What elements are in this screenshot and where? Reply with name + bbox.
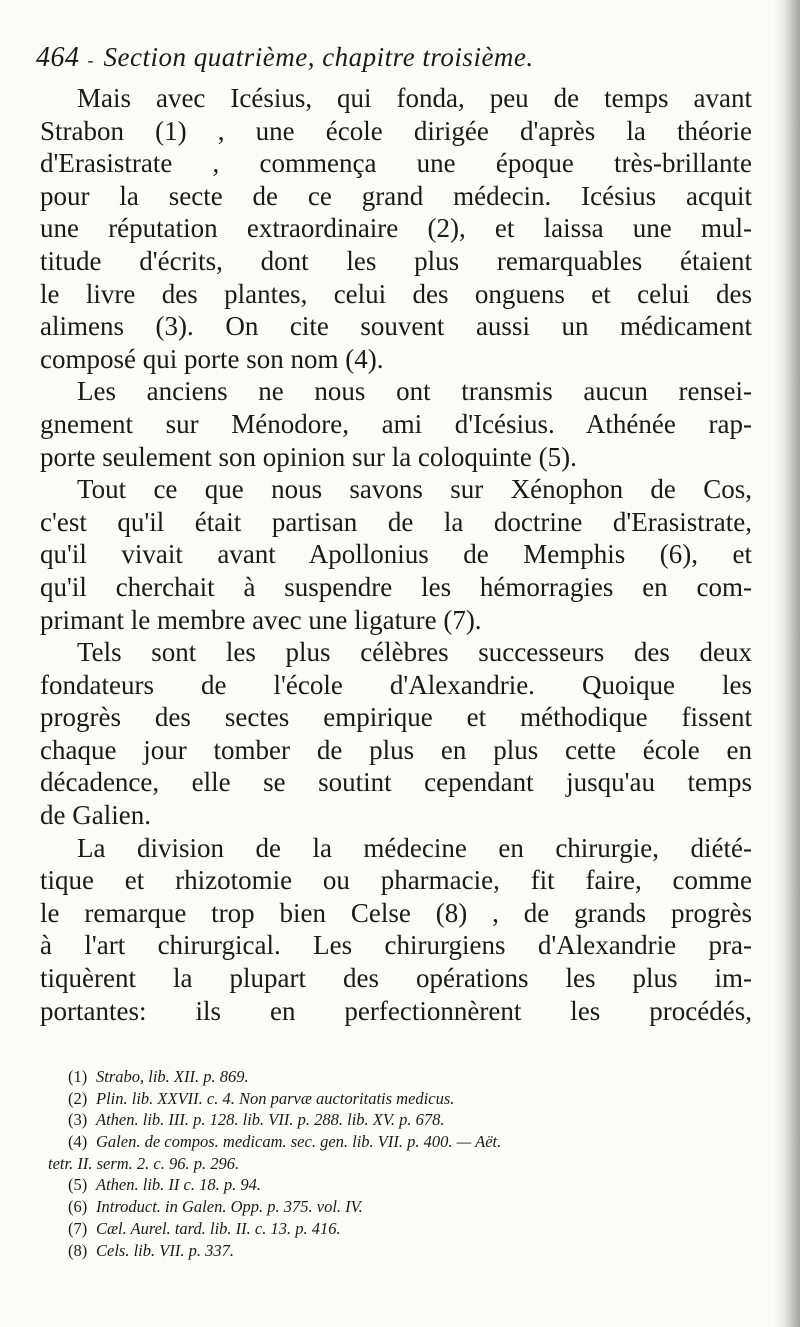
text-line: alimens (3). On cite souvent aussi un médicament: [40, 311, 752, 342]
header-dash: -: [87, 50, 94, 70]
footnote-text: Strabo, lib. XII. p. 869.: [96, 1067, 249, 1086]
page-gutter-shadow: [774, 0, 800, 1327]
footnote: [48, 1240, 748, 1262]
text-line: une réputation extraordinaire (2), et laissa une mul-: [40, 213, 752, 244]
footnote-number: (7): [68, 1218, 88, 1238]
text-line: tiquèrent la plupart des opérations les plus im-: [40, 963, 752, 994]
footnote-number: (8): [68, 1240, 88, 1260]
text-line: c'est qu'il était partisan de la doctrine d'Erasistrate,: [40, 506, 752, 537]
text-line: Strabon (1) , une école dirigée d'après la théorie: [40, 115, 752, 146]
footnote-number: (2): [68, 1088, 88, 1108]
footnote-text: Athen. lib. II c. 18. p. 94.: [96, 1175, 261, 1195]
footnote-text: Athen. lib. III. p. 128. lib. VII. p. 288. lib. XV. p. 678.: [96, 1110, 445, 1130]
text-line: Tout ce que nous savons sur Xénophon de Cos,: [77, 474, 752, 505]
footnote-text: Plin. lib. XXVII. c. 4. Non parvæ auctoritatis medicus.: [96, 1088, 455, 1108]
footnote-text: Galen. de compos. medicam. sec. gen. lib. VII. p. 400. — Aët.: [96, 1132, 502, 1152]
footnotes: [48, 1066, 748, 1261]
footnote: [48, 1066, 748, 1088]
text-line: gnement sur Ménodore, ami d'Icésius. Athénée rap-: [40, 408, 752, 439]
running-title: Section quatrième, chapitre troisième.: [103, 42, 534, 72]
footnote-number: (3): [68, 1110, 88, 1130]
text-line: le livre des plantes, celui des onguens et celui des: [40, 278, 752, 309]
footnote: [48, 1109, 748, 1131]
footnote: [48, 1131, 748, 1153]
text-line: portantes: ils en perfectionnèrent les procédés,: [40, 995, 752, 1026]
footnote-number: (1): [68, 1067, 88, 1086]
text-line: Tels sont les plus célèbres successeurs des deux: [77, 637, 752, 668]
text-line: le remarque trop bien Celse (8) , de grands progrès: [40, 897, 752, 928]
text-line: fondateurs de l'école d'Alexandrie. Quoique les: [40, 669, 752, 700]
footnote: [48, 1196, 748, 1218]
text-line: tique et rhizotomie ou pharmacie, fit faire, comme: [40, 865, 752, 896]
body-text: [40, 82, 752, 1027]
footnote: [48, 1174, 748, 1196]
running-header: [36, 42, 776, 82]
text-line: de Galien.: [40, 800, 151, 831]
text-line: qu'il cherchait à suspendre les hémorragies en com-: [40, 571, 752, 602]
text-line: à l'art chirurgical. Les chirurgiens d'Alexandrie pra-: [40, 930, 752, 961]
text-line: progrès des sectes empirique et méthodique fissent: [40, 702, 752, 733]
text-line: Les anciens ne nous ont transmis aucun rensei-: [77, 376, 752, 407]
text-line: primant le membre avec une ligature (7).: [40, 604, 482, 635]
footnote: [48, 1218, 748, 1240]
footnote: [48, 1088, 748, 1110]
footnote-text: Cels. lib. VII. p. 337.: [96, 1240, 234, 1260]
text-line: composé qui porte son nom (4).: [40, 343, 384, 374]
text-line: Mais avec Icésius, qui fonda, peu de temps avant: [77, 83, 752, 113]
text-line: titude d'écrits, dont les plus remarquables étaient: [40, 245, 752, 276]
text-line: d'Erasistrate , commença une époque très-brillante: [40, 148, 752, 179]
footnote-number: (5): [68, 1175, 88, 1195]
footnote-text: tetr. II. serm. 2. c. 96. p. 296.: [48, 1153, 240, 1173]
footnote-text: Cæl. Aurel. tard. lib. II. c. 13. p. 416.: [96, 1218, 341, 1238]
text-line: porte seulement son opinion sur la coloquinte (5).: [40, 441, 577, 472]
text-line: chaque jour tomber de plus en plus cette école en: [40, 734, 752, 765]
text-line: qu'il vivait avant Apollonius de Memphis (6), et: [40, 539, 752, 570]
text-line: La division de la médecine en chirurgie, diété-: [77, 832, 752, 863]
footnote: [48, 1153, 748, 1175]
page-number: 464: [36, 42, 80, 73]
footnote-number: (4): [68, 1132, 88, 1152]
text-line: pour la secte de ce grand médecin. Icésius acquit: [40, 180, 752, 211]
footnote-number: (6): [68, 1197, 88, 1217]
footnote-text: Introduct. in Galen. Opp. p. 375. vol. IV.: [96, 1197, 363, 1217]
text-line: décadence, elle se soutint cependant jusqu'au temps: [40, 767, 752, 798]
